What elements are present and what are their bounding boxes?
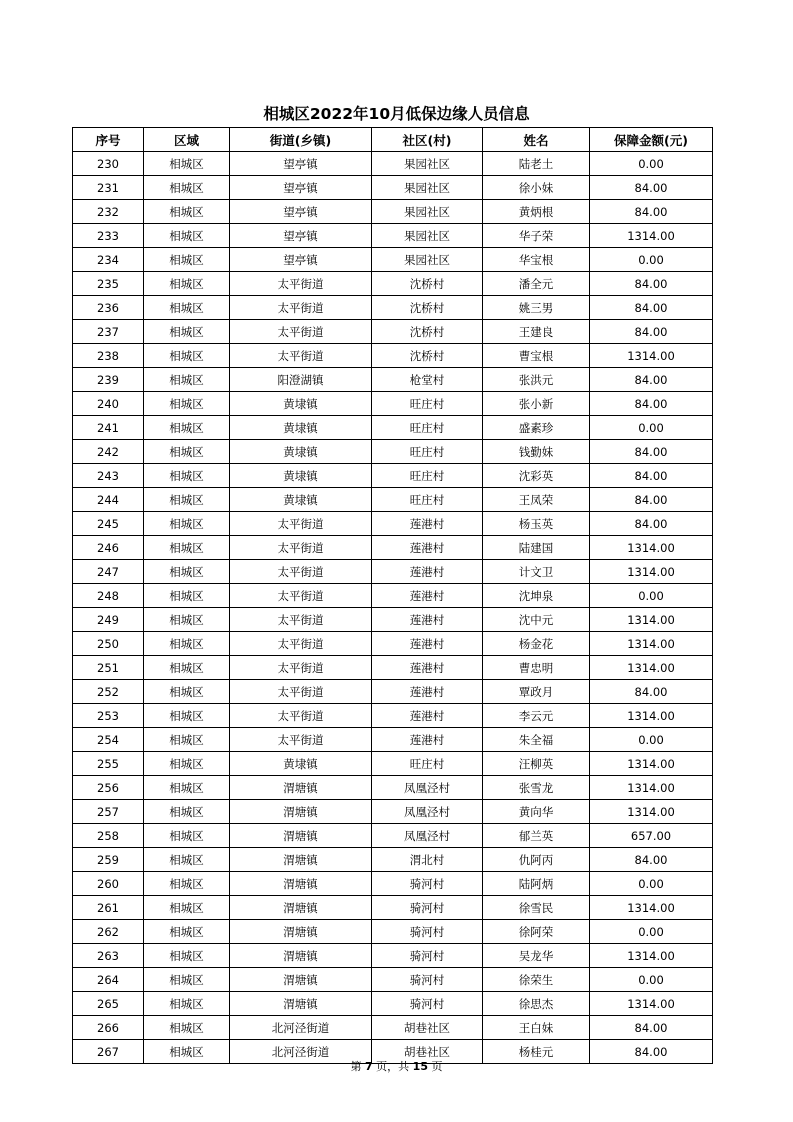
- cell-serial: 267: [73, 1040, 144, 1064]
- cell-street: 太平街道: [230, 728, 372, 752]
- cell-region: 相城区: [144, 560, 230, 584]
- table-row: [73, 824, 713, 848]
- table-row: [73, 560, 713, 584]
- cell-serial: 263: [73, 944, 144, 968]
- table-row: [73, 344, 713, 368]
- cell-name: 仇阿丙: [483, 848, 590, 872]
- cell-serial: 256: [73, 776, 144, 800]
- cell-street: 黄埭镇: [230, 488, 372, 512]
- cell-serial: 246: [73, 536, 144, 560]
- cell-name: 沈彩英: [483, 464, 590, 488]
- cell-community: 凤凰泾村: [372, 824, 483, 848]
- footer-middle: 页，共: [376, 1060, 410, 1073]
- cell-region: 相城区: [144, 176, 230, 200]
- table-row: [73, 464, 713, 488]
- column-header-name: 姓名: [483, 128, 590, 152]
- table-body: [73, 152, 713, 1064]
- table-row: [73, 416, 713, 440]
- cell-community: 渭北村: [372, 848, 483, 872]
- cell-amount: 84.00: [590, 1016, 713, 1040]
- cell-region: 相城区: [144, 944, 230, 968]
- cell-community: 果园社区: [372, 224, 483, 248]
- cell-serial: 253: [73, 704, 144, 728]
- cell-amount: 84.00: [590, 464, 713, 488]
- cell-community: 骑河村: [372, 920, 483, 944]
- cell-street: 北河泾街道: [230, 1040, 372, 1064]
- cell-name: 杨金花: [483, 632, 590, 656]
- cell-community: 骑河村: [372, 992, 483, 1016]
- table-row: [73, 944, 713, 968]
- cell-street: 望亭镇: [230, 152, 372, 176]
- cell-name: 徐雪民: [483, 896, 590, 920]
- cell-community: 骑河村: [372, 896, 483, 920]
- cell-street: 太平街道: [230, 272, 372, 296]
- cell-street: 太平街道: [230, 584, 372, 608]
- cell-street: 太平街道: [230, 632, 372, 656]
- table-row: [73, 392, 713, 416]
- cell-street: 太平街道: [230, 536, 372, 560]
- cell-region: 相城区: [144, 776, 230, 800]
- table-row: [73, 800, 713, 824]
- cell-community: 莲港村: [372, 632, 483, 656]
- cell-region: 相城区: [144, 584, 230, 608]
- cell-serial: 264: [73, 968, 144, 992]
- cell-region: 相城区: [144, 440, 230, 464]
- table-row: [73, 896, 713, 920]
- cell-name: 张小新: [483, 392, 590, 416]
- cell-serial: 251: [73, 656, 144, 680]
- cell-serial: 235: [73, 272, 144, 296]
- cell-region: 相城区: [144, 728, 230, 752]
- cell-serial: 260: [73, 872, 144, 896]
- cell-region: 相城区: [144, 272, 230, 296]
- cell-street: 太平街道: [230, 656, 372, 680]
- cell-region: 相城区: [144, 536, 230, 560]
- cell-region: 相城区: [144, 1040, 230, 1064]
- cell-community: 果园社区: [372, 176, 483, 200]
- table-row: [73, 968, 713, 992]
- cell-amount: 1314.00: [590, 776, 713, 800]
- table-row: [73, 272, 713, 296]
- cell-name: 姚三男: [483, 296, 590, 320]
- cell-amount: 84.00: [590, 176, 713, 200]
- cell-community: 旺庄村: [372, 488, 483, 512]
- cell-community: 果园社区: [372, 152, 483, 176]
- footer-suffix: 页: [431, 1060, 443, 1073]
- cell-region: 相城区: [144, 608, 230, 632]
- cell-name: 徐小妹: [483, 176, 590, 200]
- table-row: [73, 440, 713, 464]
- cell-serial: 248: [73, 584, 144, 608]
- table-row: [73, 752, 713, 776]
- cell-community: 莲港村: [372, 560, 483, 584]
- cell-region: 相城区: [144, 824, 230, 848]
- cell-serial: 236: [73, 296, 144, 320]
- cell-name: 黄炳根: [483, 200, 590, 224]
- cell-amount: 1314.00: [590, 608, 713, 632]
- cell-amount: 1314.00: [590, 992, 713, 1016]
- cell-serial: 239: [73, 368, 144, 392]
- cell-amount: 84.00: [590, 368, 713, 392]
- table-row: [73, 200, 713, 224]
- cell-serial: 241: [73, 416, 144, 440]
- cell-name: 计文卫: [483, 560, 590, 584]
- table-row: [73, 368, 713, 392]
- cell-region: 相城区: [144, 968, 230, 992]
- cell-name: 华子荣: [483, 224, 590, 248]
- cell-street: 黄埭镇: [230, 752, 372, 776]
- cell-region: 相城区: [144, 800, 230, 824]
- cell-region: 相城区: [144, 200, 230, 224]
- header-row: [73, 128, 713, 152]
- records-table: [72, 127, 713, 1064]
- cell-serial: 250: [73, 632, 144, 656]
- cell-serial: 234: [73, 248, 144, 272]
- cell-community: 果园社区: [372, 248, 483, 272]
- cell-street: 渭塘镇: [230, 896, 372, 920]
- cell-amount: 84.00: [590, 392, 713, 416]
- table-row: [73, 584, 713, 608]
- cell-amount: 0.00: [590, 728, 713, 752]
- table-row: [73, 776, 713, 800]
- cell-name: 杨桂元: [483, 1040, 590, 1064]
- table-row: [73, 848, 713, 872]
- cell-amount: 0.00: [590, 152, 713, 176]
- cell-name: 徐荣生: [483, 968, 590, 992]
- cell-amount: 1314.00: [590, 752, 713, 776]
- cell-community: 枪堂村: [372, 368, 483, 392]
- footer-total-pages: 15: [412, 1060, 428, 1073]
- cell-street: 黄埭镇: [230, 416, 372, 440]
- cell-street: 太平街道: [230, 704, 372, 728]
- cell-serial: 244: [73, 488, 144, 512]
- cell-region: 相城区: [144, 680, 230, 704]
- cell-name: 华宝根: [483, 248, 590, 272]
- cell-amount: 0.00: [590, 416, 713, 440]
- cell-region: 相城区: [144, 152, 230, 176]
- cell-community: 莲港村: [372, 704, 483, 728]
- table-row: [73, 704, 713, 728]
- cell-community: 旺庄村: [372, 440, 483, 464]
- cell-community: 沈桥村: [372, 272, 483, 296]
- cell-amount: 84.00: [590, 848, 713, 872]
- cell-name: 盛素珍: [483, 416, 590, 440]
- cell-name: 李云元: [483, 704, 590, 728]
- cell-serial: 258: [73, 824, 144, 848]
- page-title: 相城区2022年10月低保边缘人员信息: [263, 105, 530, 123]
- cell-street: 渭塘镇: [230, 872, 372, 896]
- cell-region: 相城区: [144, 872, 230, 896]
- cell-amount: 1314.00: [590, 560, 713, 584]
- cell-community: 骑河村: [372, 968, 483, 992]
- cell-amount: 0.00: [590, 920, 713, 944]
- cell-serial: 232: [73, 200, 144, 224]
- cell-community: 骑河村: [372, 944, 483, 968]
- cell-serial: 243: [73, 464, 144, 488]
- table-row: [73, 656, 713, 680]
- cell-name: 张洪元: [483, 368, 590, 392]
- cell-region: 相城区: [144, 296, 230, 320]
- cell-street: 太平街道: [230, 512, 372, 536]
- table-row: [73, 680, 713, 704]
- cell-name: 钱勤妹: [483, 440, 590, 464]
- cell-name: 王凤荣: [483, 488, 590, 512]
- footer-page-number: 7: [365, 1060, 373, 1073]
- table-row: [73, 320, 713, 344]
- cell-name: 汪柳英: [483, 752, 590, 776]
- column-header-amount: 保障金额(元): [590, 128, 713, 152]
- cell-name: 沈坤泉: [483, 584, 590, 608]
- cell-community: 莲港村: [372, 512, 483, 536]
- cell-community: 沈桥村: [372, 320, 483, 344]
- cell-name: 张雪龙: [483, 776, 590, 800]
- cell-community: 莲港村: [372, 680, 483, 704]
- cell-name: 朱全福: [483, 728, 590, 752]
- cell-amount: 1314.00: [590, 224, 713, 248]
- cell-region: 相城区: [144, 320, 230, 344]
- cell-community: 骑河村: [372, 872, 483, 896]
- cell-community: 旺庄村: [372, 416, 483, 440]
- cell-serial: 247: [73, 560, 144, 584]
- cell-serial: 231: [73, 176, 144, 200]
- cell-serial: 230: [73, 152, 144, 176]
- cell-community: 凤凰泾村: [372, 776, 483, 800]
- cell-street: 渭塘镇: [230, 848, 372, 872]
- cell-serial: 259: [73, 848, 144, 872]
- cell-community: 莲港村: [372, 536, 483, 560]
- table-row: [73, 1016, 713, 1040]
- cell-serial: 255: [73, 752, 144, 776]
- cell-region: 相城区: [144, 248, 230, 272]
- table-row: [73, 728, 713, 752]
- cell-street: 黄埭镇: [230, 440, 372, 464]
- cell-street: 太平街道: [230, 608, 372, 632]
- cell-region: 相城区: [144, 464, 230, 488]
- cell-serial: 242: [73, 440, 144, 464]
- cell-serial: 254: [73, 728, 144, 752]
- footer-prefix: 第: [350, 1060, 362, 1073]
- cell-street: 北河泾街道: [230, 1016, 372, 1040]
- cell-serial: 261: [73, 896, 144, 920]
- cell-amount: 84.00: [590, 680, 713, 704]
- cell-name: 王白妹: [483, 1016, 590, 1040]
- cell-amount: 84.00: [590, 320, 713, 344]
- table-row: [73, 296, 713, 320]
- cell-name: 潘全元: [483, 272, 590, 296]
- cell-region: 相城区: [144, 368, 230, 392]
- table-row: [73, 608, 713, 632]
- cell-community: 沈桥村: [372, 344, 483, 368]
- cell-region: 相城区: [144, 1016, 230, 1040]
- cell-name: 杨玉英: [483, 512, 590, 536]
- cell-name: 吴龙华: [483, 944, 590, 968]
- cell-serial: 257: [73, 800, 144, 824]
- cell-amount: 1314.00: [590, 632, 713, 656]
- cell-serial: 265: [73, 992, 144, 1016]
- cell-name: 陆老土: [483, 152, 590, 176]
- table-row: [73, 992, 713, 1016]
- cell-amount: 0.00: [590, 248, 713, 272]
- cell-region: 相城区: [144, 992, 230, 1016]
- column-header-serial: 序号: [73, 128, 144, 152]
- cell-street: 太平街道: [230, 320, 372, 344]
- table-row: [73, 632, 713, 656]
- cell-region: 相城区: [144, 896, 230, 920]
- cell-community: 胡巷社区: [372, 1040, 483, 1064]
- column-header-region: 区域: [144, 128, 230, 152]
- cell-region: 相城区: [144, 656, 230, 680]
- cell-amount: 84.00: [590, 200, 713, 224]
- cell-name: 徐阿荣: [483, 920, 590, 944]
- table-row: [73, 872, 713, 896]
- cell-amount: 1314.00: [590, 704, 713, 728]
- cell-region: 相城区: [144, 752, 230, 776]
- cell-serial: 245: [73, 512, 144, 536]
- cell-name: 徐思杰: [483, 992, 590, 1016]
- cell-serial: 262: [73, 920, 144, 944]
- cell-community: 凤凰泾村: [372, 800, 483, 824]
- cell-region: 相城区: [144, 392, 230, 416]
- table-row: [73, 152, 713, 176]
- cell-amount: 1314.00: [590, 656, 713, 680]
- cell-community: 旺庄村: [372, 464, 483, 488]
- table-row: [73, 176, 713, 200]
- table-row: [73, 224, 713, 248]
- cell-serial: 238: [73, 344, 144, 368]
- table-row: [73, 512, 713, 536]
- cell-community: 旺庄村: [372, 752, 483, 776]
- cell-amount: 0.00: [590, 968, 713, 992]
- cell-street: 太平街道: [230, 296, 372, 320]
- cell-street: 渭塘镇: [230, 776, 372, 800]
- cell-serial: 252: [73, 680, 144, 704]
- table-row: [73, 536, 713, 560]
- cell-amount: 657.00: [590, 824, 713, 848]
- cell-amount: 84.00: [590, 488, 713, 512]
- cell-community: 莲港村: [372, 608, 483, 632]
- cell-name: 王建良: [483, 320, 590, 344]
- cell-name: 陆建国: [483, 536, 590, 560]
- table-row: [73, 248, 713, 272]
- cell-amount: 84.00: [590, 512, 713, 536]
- cell-name: 郁兰英: [483, 824, 590, 848]
- cell-street: 黄埭镇: [230, 392, 372, 416]
- cell-region: 相城区: [144, 344, 230, 368]
- cell-community: 果园社区: [372, 200, 483, 224]
- cell-region: 相城区: [144, 512, 230, 536]
- cell-community: 莲港村: [372, 728, 483, 752]
- cell-street: 望亭镇: [230, 248, 372, 272]
- cell-name: 陆阿炳: [483, 872, 590, 896]
- cell-amount: 1314.00: [590, 536, 713, 560]
- cell-region: 相城区: [144, 848, 230, 872]
- cell-region: 相城区: [144, 920, 230, 944]
- cell-region: 相城区: [144, 704, 230, 728]
- cell-amount: 0.00: [590, 872, 713, 896]
- cell-amount: 1314.00: [590, 896, 713, 920]
- table-row: [73, 488, 713, 512]
- cell-amount: 84.00: [590, 1040, 713, 1064]
- cell-region: 相城区: [144, 224, 230, 248]
- cell-amount: 84.00: [590, 272, 713, 296]
- page-footer: [0, 1058, 793, 1074]
- cell-serial: 249: [73, 608, 144, 632]
- cell-street: 太平街道: [230, 680, 372, 704]
- cell-street: 渭塘镇: [230, 824, 372, 848]
- cell-community: 胡巷社区: [372, 1016, 483, 1040]
- cell-amount: 84.00: [590, 440, 713, 464]
- cell-name: 黄向华: [483, 800, 590, 824]
- cell-name: 沈中元: [483, 608, 590, 632]
- cell-street: 太平街道: [230, 560, 372, 584]
- cell-name: 曹宝根: [483, 344, 590, 368]
- cell-street: 望亭镇: [230, 200, 372, 224]
- cell-serial: 240: [73, 392, 144, 416]
- cell-street: 阳澄湖镇: [230, 368, 372, 392]
- cell-street: 渭塘镇: [230, 968, 372, 992]
- cell-street: 渭塘镇: [230, 920, 372, 944]
- cell-street: 黄埭镇: [230, 464, 372, 488]
- cell-amount: 1314.00: [590, 944, 713, 968]
- cell-community: 沈桥村: [372, 296, 483, 320]
- cell-serial: 266: [73, 1016, 144, 1040]
- column-header-community: 社区(村): [372, 128, 483, 152]
- cell-street: 渭塘镇: [230, 800, 372, 824]
- cell-serial: 237: [73, 320, 144, 344]
- cell-community: 莲港村: [372, 656, 483, 680]
- cell-community: 莲港村: [372, 584, 483, 608]
- cell-serial: 233: [73, 224, 144, 248]
- column-header-street: 街道(乡镇): [230, 128, 372, 152]
- cell-street: 望亭镇: [230, 176, 372, 200]
- cell-amount: 0.00: [590, 584, 713, 608]
- cell-region: 相城区: [144, 488, 230, 512]
- cell-amount: 1314.00: [590, 344, 713, 368]
- cell-region: 相城区: [144, 632, 230, 656]
- cell-street: 渭塘镇: [230, 992, 372, 1016]
- cell-name: 曹忠明: [483, 656, 590, 680]
- cell-region: 相城区: [144, 416, 230, 440]
- cell-street: 太平街道: [230, 344, 372, 368]
- cell-street: 渭塘镇: [230, 944, 372, 968]
- cell-amount: 1314.00: [590, 800, 713, 824]
- table-row: [73, 920, 713, 944]
- cell-community: 旺庄村: [372, 392, 483, 416]
- cell-street: 望亭镇: [230, 224, 372, 248]
- cell-amount: 84.00: [590, 296, 713, 320]
- cell-name: 覃政月: [483, 680, 590, 704]
